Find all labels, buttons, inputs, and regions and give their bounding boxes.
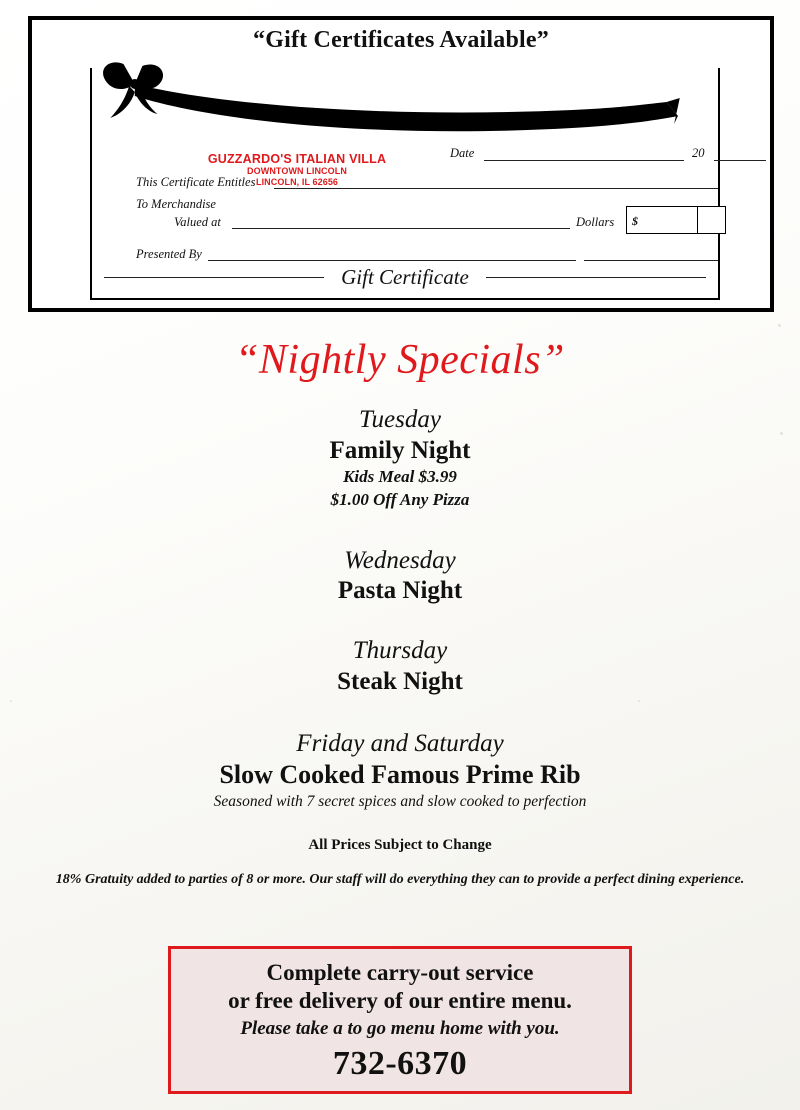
valued-at-line[interactable]: [232, 228, 570, 229]
special-dish: Family Night: [329, 436, 471, 464]
amount-box[interactable]: [626, 206, 726, 234]
special-description: Seasoned with 7 secret spices and slow cooked to perfection: [213, 793, 587, 811]
special-sub-2: $1.00 Off Any Pizza: [330, 489, 470, 509]
presented-by-line-right[interactable]: [584, 260, 718, 261]
year-prefix-label: 20: [692, 146, 705, 160]
to-merchandise-label: To Merchandise: [136, 197, 216, 211]
special-item-wednesday: [0, 546, 800, 607]
special-item-tuesday: [0, 405, 800, 512]
business-name: GUZZARDO'S ITALIAN VILLA: [207, 152, 387, 166]
special-item-friday-saturday: [0, 729, 800, 811]
carryout-line-3: Please take a to go menu home with you.: [240, 1018, 560, 1040]
special-day: Tuesday: [359, 406, 441, 433]
carryout-phone-number[interactable]: 732-6370: [332, 1044, 468, 1082]
gift-certificate-heading: “Gift Certificates Available”: [253, 27, 549, 53]
nightly-specials-list: [0, 405, 800, 888]
special-day: Friday and Saturday: [296, 730, 504, 758]
carryout-line-2: or free delivery of our entire menu.: [228, 988, 572, 1014]
year-line[interactable]: [714, 160, 766, 161]
valued-at-label: Valued at: [174, 215, 221, 229]
ribbon-bow-icon: [82, 62, 742, 152]
date-line[interactable]: [484, 160, 684, 161]
entitles-line[interactable]: [274, 188, 718, 189]
presented-by-line[interactable]: [208, 260, 576, 261]
dollars-label: Dollars: [576, 215, 615, 229]
carryout-line-1: Complete carry-out service: [266, 960, 534, 985]
special-dish: Slow Cooked Famous Prime Rib: [219, 759, 581, 789]
nightly-specials-title: “Nightly Specials”: [235, 337, 565, 383]
special-dish: Pasta Night: [337, 577, 463, 605]
special-day: Thursday: [352, 637, 448, 665]
special-sub-1: Kids Meal $3.99: [343, 466, 457, 486]
entitles-label: This Certificate Entitles: [136, 175, 256, 189]
gift-certificate-panel: [28, 16, 774, 312]
gratuity-note: 18% Gratuity added to parties of 8 or more. Our staff will do everything they can to provide a perfect dining experience.: [55, 872, 745, 888]
special-item-thursday: [0, 636, 800, 697]
business-state-zip-line: LINCOLN, IL 62656: [255, 176, 339, 187]
certificate-footer-label: Gift Certificate: [341, 265, 469, 289]
presented-by-label: Presented By: [136, 247, 202, 261]
scan-speck: [778, 324, 781, 327]
dollar-sign-label: $: [632, 214, 638, 228]
carryout-panel: [168, 946, 632, 1094]
date-label: Date: [450, 146, 475, 160]
special-dish: Steak Night: [337, 667, 463, 695]
amount-box-divider: [697, 207, 698, 233]
all-prices-note: All Prices Subject to Change: [308, 837, 492, 854]
special-day: Wednesday: [344, 546, 456, 574]
business-city-line: DOWNTOWN LINCOLN: [247, 166, 347, 177]
certificate-body: [90, 68, 720, 300]
